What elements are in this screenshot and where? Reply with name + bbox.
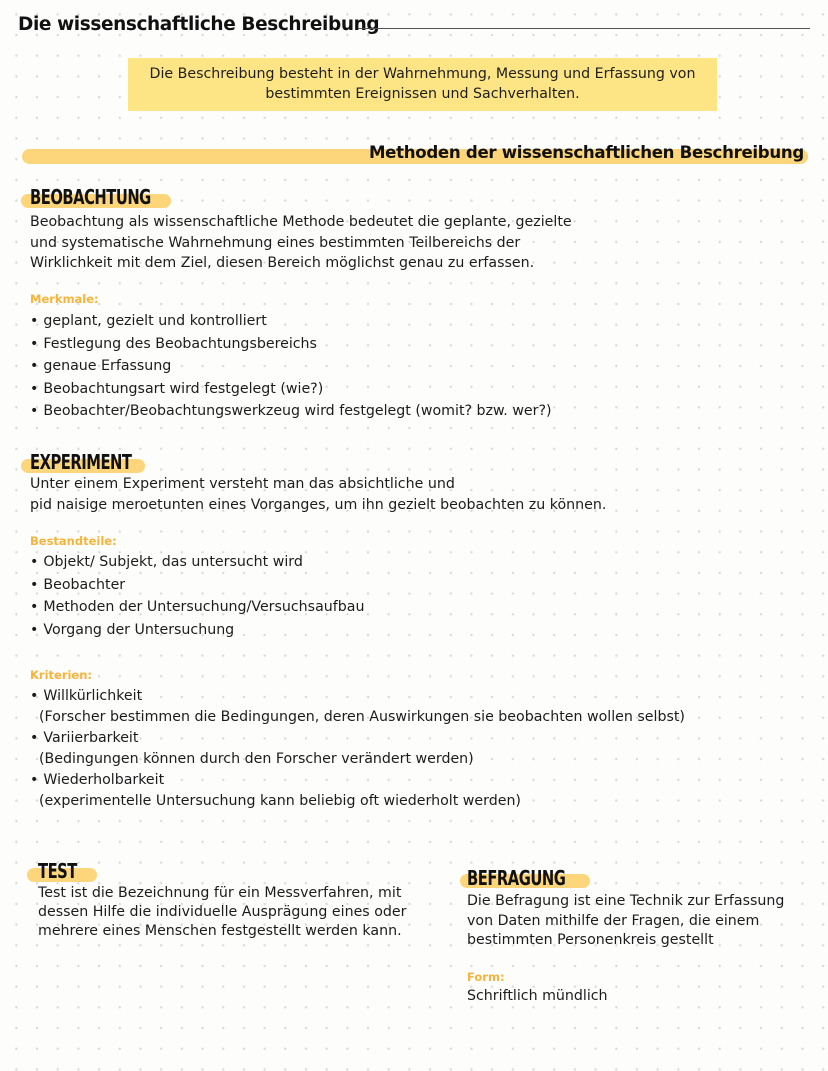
list-item: • Objekt/ Subjekt, das untersucht wird bbox=[30, 551, 364, 574]
beobachtung-text-line: Wirklichkeit mit dem Ziel, diesen Bereich möglichst genau zu erfassen. bbox=[30, 255, 535, 271]
kriterium-description: (Bedingungen können durch den Forscher verändert werden) bbox=[39, 751, 474, 767]
kriterium-item bbox=[30, 770, 685, 812]
beobachtung-heading: BEOBACHTUNG bbox=[30, 185, 151, 209]
bestandteile-label: Bestandteile: bbox=[30, 534, 117, 548]
kriterium-title: • Willkürlichkeit bbox=[30, 688, 142, 704]
beobachtung-text-line: Beobachtung als wissenschaftliche Methode bedeutet die geplante, gezielte bbox=[30, 214, 572, 230]
bestandteile-list bbox=[30, 551, 364, 641]
title-divider bbox=[358, 28, 810, 29]
befragung-text-line: Die Befragung ist eine Technik zur Erfassung bbox=[467, 893, 785, 909]
kriterium-item bbox=[30, 686, 685, 728]
beobachtung-text bbox=[30, 212, 572, 274]
befragung-heading: BEFRAGUNG bbox=[467, 866, 566, 890]
experiment-text-line: pid naisige meroetunten eines Vorganges, um ihn gezielt beobachten zu können. bbox=[30, 496, 607, 513]
list-item: • genaue Erfassung bbox=[30, 355, 552, 378]
kriterium-item bbox=[30, 728, 685, 770]
definition-line-1: Die Beschreibung besteht in der Wahrnehmung, Messung und Erfassung von bbox=[149, 66, 696, 82]
test-heading: TEST bbox=[38, 859, 77, 883]
befragung-text-line: von Daten mithilfe der Fragen, die einem bbox=[467, 912, 760, 929]
experiment-text bbox=[30, 474, 606, 515]
befragung-text-line: bestimmten Personenkreis gestellt bbox=[467, 932, 714, 948]
list-item: • Beobachtungsart wird festgelegt (wie?) bbox=[30, 378, 552, 401]
list-item: • Festlegung des Beobachtungsbereichs bbox=[30, 333, 552, 356]
page-title: Die wissenschaftliche Beschreibung bbox=[18, 14, 380, 35]
kriterien-label: Kriterien: bbox=[30, 668, 93, 682]
list-item: • Beobachter/Beobachtungswerkzeug wird festgelegt (womit? bzw. wer?) bbox=[30, 400, 552, 423]
test-text-line: Test ist die Bezeichnung für ein Messverfahren, mit bbox=[38, 885, 402, 901]
experiment-text-line: Unter einem Experiment versteht man das absichtliche und bbox=[30, 476, 455, 492]
methods-heading: Methoden der wissenschaftlichen Beschreibung bbox=[368, 143, 804, 162]
kriterium-title: • Wiederholbarkeit bbox=[30, 772, 164, 788]
test-text bbox=[38, 884, 406, 941]
experiment-heading: EXPERIMENT bbox=[30, 450, 132, 474]
list-item: • Methoden der Untersuchung/Versuchsaufbau bbox=[30, 596, 364, 619]
merkmale-label: Merkmale: bbox=[30, 292, 99, 306]
form-label: Form: bbox=[467, 970, 505, 984]
kriterium-description: (experimentelle Untersuchung kann beliebig oft wiederholt werden) bbox=[39, 793, 521, 809]
test-text-line: mehrere eines Menschen festgestellt werden kann. bbox=[38, 923, 402, 939]
form-value: Schriftlich mündlich bbox=[467, 988, 608, 1004]
definition-box bbox=[128, 58, 717, 111]
befragung-text bbox=[467, 892, 784, 951]
list-item: • Beobachter bbox=[30, 574, 364, 597]
list-item: • geplant, gezielt und kontrolliert bbox=[30, 310, 552, 333]
kriterium-title: • Variierbarkeit bbox=[30, 730, 138, 746]
beobachtung-text-line: und systematische Wahrnehmung eines bestimmten Teilbereichs der bbox=[30, 234, 521, 251]
definition-line-2: bestimmten Ereignissen und Sachverhalten. bbox=[265, 86, 580, 102]
test-text-line: dessen Hilfe die individuelle Ausprägung eines oder bbox=[38, 904, 407, 920]
merkmale-list bbox=[30, 310, 552, 423]
kriterien-list bbox=[30, 686, 685, 812]
list-item: • Vorgang der Untersuchung bbox=[30, 619, 364, 642]
kriterium-description: (Forscher bestimmen die Bedingungen, deren Auswirkungen sie beobachten wollen selbst) bbox=[39, 709, 685, 725]
